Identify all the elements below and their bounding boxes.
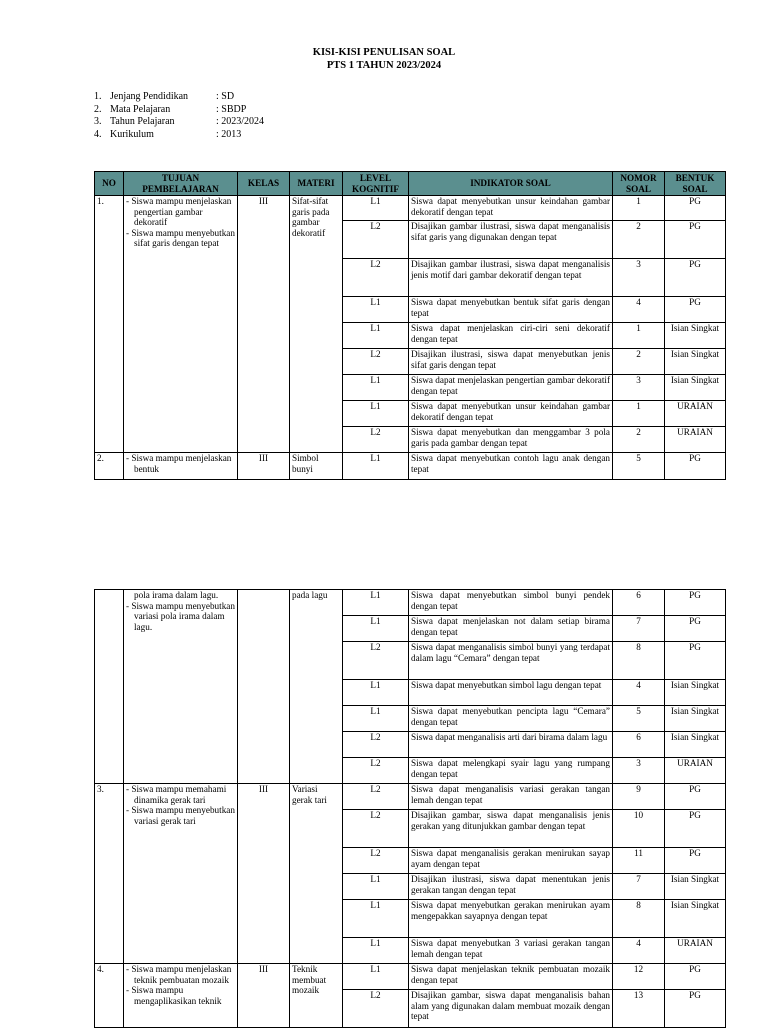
cell-indikator: Siswa dapat menganalisis variasi gerakan tangan lemah dengan tepat — [409, 784, 613, 810]
cell-tujuan — [124, 590, 238, 784]
cell-no: 1. — [95, 196, 124, 453]
cell-level: L2 — [343, 221, 409, 259]
info-number: 2. — [94, 103, 102, 115]
info-item — [94, 104, 264, 117]
cell-no: 3. — [95, 784, 124, 964]
cell-bentuk: PG — [665, 297, 726, 323]
cell-level: L1 — [343, 900, 409, 938]
header-level: LEVEL KOGNITIF — [343, 172, 409, 196]
cell-kelas — [238, 590, 290, 784]
cell-bentuk: Isian Singkat — [665, 706, 726, 732]
cell-bentuk: URAIAN — [665, 401, 726, 427]
info-value: : 2013 — [216, 128, 242, 140]
cell-nomor: 12 — [613, 964, 665, 990]
cell-bentuk: PG — [665, 964, 726, 990]
cell-indikator: Disajikan gambar, siswa dapat menganalisis jenis gerakan yang ditunjukkan gambar dengan tepat — [409, 810, 613, 848]
cell-nomor: 2 — [613, 427, 665, 453]
tujuan-item: - Siswa mampu memahami dinamika gerak tari — [126, 784, 227, 805]
tujuan-item: - Siswa mampu mengaplikasikan teknik — [126, 985, 222, 1006]
cell-indikator: Siswa dapat menjelaskan not dalam setiap birama dengan tepat — [409, 616, 613, 642]
cell-nomor: 7 — [613, 874, 665, 900]
cell-bentuk: PG — [665, 616, 726, 642]
cell-indikator: Siswa dapat menyebutkan unsur keindahan gambar dekoratif dengan tepat — [409, 196, 613, 221]
info-value: : 2023/2024 — [216, 116, 265, 127]
tujuan-item: - Siswa mampu menyebutkan variasi gerak tari — [126, 805, 235, 826]
cell-indikator: Disajikan gambar ilustrasi, siswa dapat menganalisis sifat garis yang digunakan dengan tepat — [409, 221, 613, 259]
cell-level: L2 — [343, 758, 409, 784]
cell-level: L2 — [343, 642, 409, 680]
cell-level: L2 — [343, 784, 409, 810]
cell-level: L1 — [343, 706, 409, 732]
cell-nomor: 3 — [613, 259, 665, 297]
header-nomor: NOMOR SOAL — [613, 172, 665, 196]
cell-level: L2 — [343, 810, 409, 848]
kisi-kisi-table-page1 — [94, 171, 726, 480]
cell-no: 4. — [95, 964, 124, 1028]
cell-no — [95, 590, 124, 784]
cell-indikator: Siswa dapat menyebutkan 3 variasi gerakan tangan lemah dengan tepat — [409, 938, 613, 964]
cell-bentuk: Isian Singkat — [665, 732, 726, 758]
cell-indikator: Disajikan ilustrasi, siswa dapat menyebutkan jenis sifat garis dengan tepat — [409, 349, 613, 375]
cell-nomor: 4 — [613, 680, 665, 706]
tujuan-item: - Siswa mampu menyebutkan sifat garis dengan tepat — [126, 227, 235, 249]
cell-indikator: Siswa dapat menyebutkan dan menggambar 3 pola garis pada gambar dengan tepat — [409, 427, 613, 453]
cell-indikator: Siswa dapat menyebutkan contoh lagu anak dengan tepat — [409, 453, 613, 480]
kisi-kisi-table-page2 — [94, 589, 726, 1028]
cell-indikator: Siswa dapat menyebutkan gerakan menirukan ayam mengepakkan sayapnya dengan tepat — [409, 900, 613, 938]
cell-materi: pada lagu — [290, 590, 343, 784]
cell-nomor: 6 — [613, 590, 665, 616]
cell-tujuan — [124, 196, 238, 453]
cell-indikator: Siswa dapat menyebutkan unsur keindahan gambar dekoratif dengan tepat — [409, 401, 613, 427]
cell-nomor: 1 — [613, 196, 665, 221]
info-number: 3. — [94, 116, 102, 127]
cell-indikator: Disajikan ilustrasi, siswa dapat menentukan jenis gerakan tangan dengan tepat — [409, 874, 613, 900]
cell-indikator: Siswa dapat menyebutkan bentuk sifat garis dengan tepat — [409, 297, 613, 323]
info-item — [94, 129, 264, 142]
cell-nomor: 7 — [613, 616, 665, 642]
cell-bentuk: Isian Singkat — [665, 680, 726, 706]
cell-kelas: III — [238, 964, 290, 1028]
info-label: Jenjang Pendidikan — [110, 91, 189, 102]
document-title: KISI-KISI PENULISAN SOAL — [312, 47, 456, 58]
cell-tujuan — [124, 784, 238, 964]
info-item — [94, 116, 264, 129]
cell-indikator: Siswa dapat menyebutkan simbol lagu dengan tepat — [409, 680, 613, 706]
cell-nomor: 1 — [613, 323, 665, 349]
table-row — [95, 964, 726, 990]
cell-indikator: Siswa dapat menganalisis gerakan menirukan sayap ayam dengan tepat — [409, 848, 613, 874]
cell-nomor: 2 — [613, 221, 665, 259]
cell-indikator: Siswa dapat menganalisis simbol bunyi yang terdapat dalam lagu “Cemara” dengan tepat — [409, 642, 613, 680]
info-label: Kurikulum — [110, 128, 154, 140]
cell-nomor: 6 — [613, 732, 665, 758]
cell-indikator: Disajikan gambar ilustrasi, siswa dapat menganalisis jenis motif dari gambar dekoratif dengan tepat — [409, 259, 613, 297]
document-subtitle: PTS 1 TAHUN 2023/2024 — [326, 60, 442, 71]
cell-kelas: III — [238, 453, 290, 480]
cell-level: L2 — [343, 259, 409, 297]
cell-indikator: Siswa dapat melengkapi syair lagu yang rumpang dengan tepat — [409, 758, 613, 784]
cell-tujuan — [124, 964, 238, 1028]
header-materi: MATERI — [290, 172, 343, 196]
cell-materi: Variasi gerak tari — [290, 784, 343, 964]
cell-nomor: 3 — [613, 758, 665, 784]
cell-no: 2. — [95, 453, 124, 480]
cell-nomor: 4 — [613, 938, 665, 964]
cell-bentuk: Isian Singkat — [665, 349, 726, 375]
cell-bentuk: PG — [665, 196, 726, 221]
cell-level: L1 — [343, 375, 409, 401]
cell-kelas: III — [238, 196, 290, 453]
cell-level: L1 — [343, 938, 409, 964]
cell-level: L2 — [343, 427, 409, 453]
cell-indikator: Siswa dapat menjelaskan pengertian gambar dekoratif dengan tepat — [409, 375, 613, 401]
cell-nomor: 4 — [613, 297, 665, 323]
cell-level: L2 — [343, 990, 409, 1028]
cell-nomor: 1 — [613, 401, 665, 427]
cell-bentuk: URAIAN — [665, 938, 726, 964]
table-row — [95, 196, 726, 221]
cell-nomor: 10 — [613, 810, 665, 848]
cell-materi: Simbol bunyi — [290, 453, 343, 480]
info-value: : SBDP — [216, 103, 247, 115]
cell-indikator: Siswa dapat menjelaskan teknik pembuatan mozaik dengan tepat — [409, 964, 613, 990]
cell-bentuk: PG — [665, 642, 726, 680]
cell-materi: Teknik membuat mozaik — [290, 964, 343, 1028]
cell-bentuk: PG — [665, 259, 726, 297]
cell-bentuk: Isian Singkat — [665, 323, 726, 349]
cell-nomor: 5 — [613, 453, 665, 480]
cell-nomor: 8 — [613, 900, 665, 938]
cell-bentuk: PG — [665, 221, 726, 259]
cell-level: L1 — [343, 680, 409, 706]
cell-bentuk: PG — [665, 453, 726, 480]
cell-nomor: 9 — [613, 784, 665, 810]
info-item — [94, 91, 264, 104]
cell-bentuk: PG — [665, 810, 726, 848]
cell-indikator: Siswa dapat menyebutkan pencipta lagu “Cemara” dengan tepat — [409, 706, 613, 732]
tujuan-item: - Siswa mampu menjelaskan bentuk — [126, 453, 232, 474]
info-number: 1. — [94, 91, 102, 102]
info-number: 4. — [94, 128, 102, 140]
tujuan-item: - Siswa mampu menyebutkan variasi pola irama dalam lagu. — [126, 600, 235, 632]
table-row — [95, 784, 726, 810]
cell-bentuk: Isian Singkat — [665, 874, 726, 900]
cell-nomor: 2 — [613, 349, 665, 375]
info-label: Mata Pelajaran — [110, 103, 171, 115]
cell-level: L1 — [343, 196, 409, 221]
cell-kelas: III — [238, 784, 290, 964]
cell-nomor: 5 — [613, 706, 665, 732]
cell-bentuk: PG — [665, 590, 726, 616]
cell-level: L2 — [343, 848, 409, 874]
tujuan-item: - Siswa mampu menjelaskan pengertian gambar dekoratif — [126, 196, 232, 228]
header-tujuan: TUJUAN PEMBELAJARAN — [124, 172, 238, 196]
cell-bentuk: Isian Singkat — [665, 900, 726, 938]
cell-materi: Sifat-sifat garis pada gambar dekoratif — [290, 196, 343, 453]
tujuan-item: - Siswa mampu menjelaskan teknik pembuatan mozaik — [126, 964, 232, 985]
cell-bentuk: Isian Singkat — [665, 375, 726, 401]
table-row — [95, 453, 726, 480]
cell-tujuan — [124, 453, 238, 480]
cell-nomor: 13 — [613, 990, 665, 1028]
cell-indikator: Siswa dapat menganalisis arti dari birama dalam lagu — [409, 732, 613, 758]
cell-bentuk: PG — [665, 848, 726, 874]
cell-level: L1 — [343, 401, 409, 427]
header-no: NO — [95, 172, 124, 196]
cell-level: L1 — [343, 964, 409, 990]
cell-level: L1 — [343, 453, 409, 480]
cell-level: L1 — [343, 323, 409, 349]
table-row — [95, 590, 726, 616]
cell-bentuk: PG — [665, 784, 726, 810]
cell-bentuk: PG — [665, 990, 726, 1028]
cell-level: L1 — [343, 590, 409, 616]
header-kelas: KELAS — [238, 172, 290, 196]
cell-level: L1 — [343, 874, 409, 900]
info-list — [94, 91, 264, 141]
cell-nomor: 8 — [613, 642, 665, 680]
cell-level: L1 — [343, 616, 409, 642]
header-indikator: INDIKATOR SOAL — [409, 172, 613, 196]
info-value: : SD — [216, 91, 235, 102]
info-label: Tahun Pelajaran — [110, 116, 175, 127]
cell-nomor: 11 — [613, 848, 665, 874]
header-bentuk: BENTUK SOAL — [665, 172, 726, 196]
tujuan-item: pola irama dalam lagu. — [134, 590, 219, 600]
cell-indikator: Siswa dapat menyebutkan simbol bunyi pendek dengan tepat — [409, 590, 613, 616]
cell-bentuk: URAIAN — [665, 758, 726, 784]
table-header-row — [95, 172, 726, 196]
cell-indikator: Siswa dapat menjelaskan ciri-ciri seni dekoratif dengan tepat — [409, 323, 613, 349]
cell-nomor: 3 — [613, 375, 665, 401]
cell-indikator: Disajikan gambar, siswa dapat menganalisis bahan alam yang digunakan dalam membuat mozaik dengan tepat — [409, 990, 613, 1028]
cell-level: L1 — [343, 297, 409, 323]
cell-bentuk: URAIAN — [665, 427, 726, 453]
cell-level: L2 — [343, 732, 409, 758]
cell-level: L2 — [343, 349, 409, 375]
